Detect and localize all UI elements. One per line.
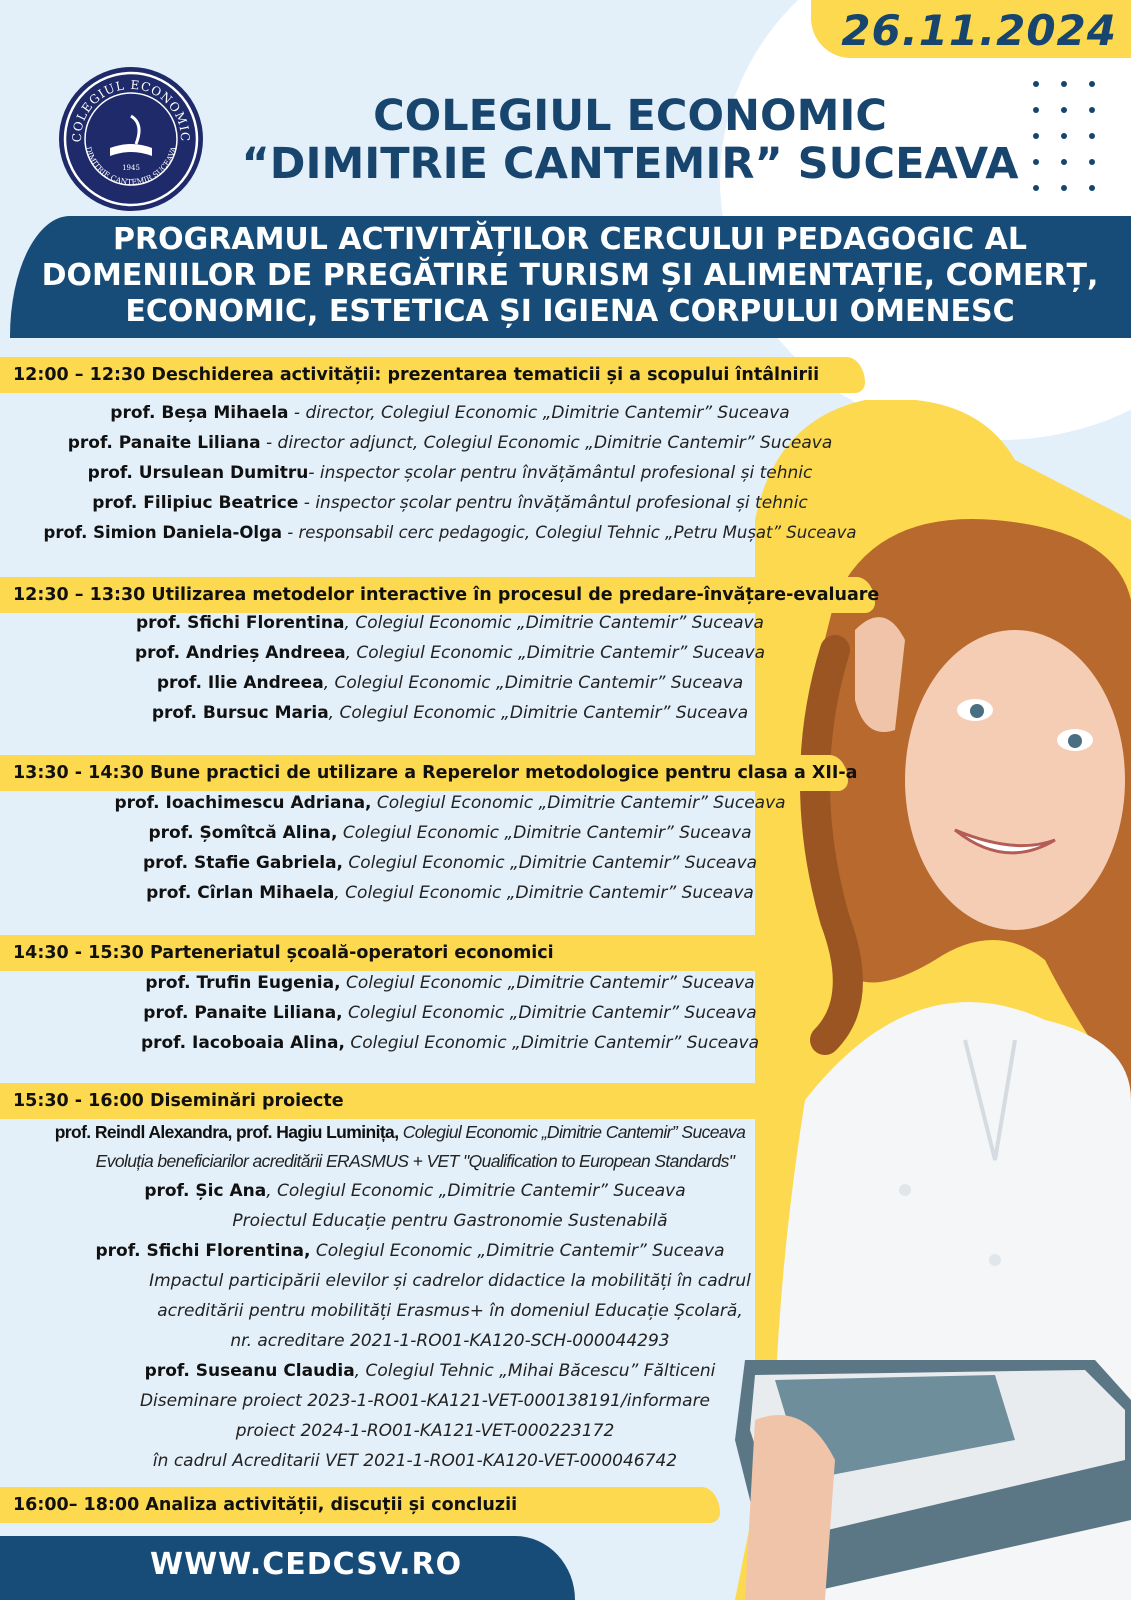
- project-line: proiect 2024-1-RO01-KA121-VET-000223172: [235, 1421, 615, 1441]
- speaker-line: prof. Sfichi Florentina, Colegiul Economic „Dimitrie Cantemir” Suceava: [136, 613, 764, 633]
- school-logo: [58, 66, 204, 212]
- school-name-line1: COLEGIUL ECONOMIC: [373, 91, 887, 141]
- speaker-line: prof. Trufin Eugenia, Colegiul Economic „Dimitrie Cantemir” Suceava: [145, 973, 755, 993]
- speaker-line: prof. Andrieș Andreea, Colegiul Economic „Dimitrie Cantemir” Suceava: [134, 643, 766, 663]
- speaker-line: prof. Sfichi Florentina, Colegiul Economic „Dimitrie Cantemir” Suceava: [95, 1241, 725, 1261]
- speaker-line: prof. Reindl Alexandra, prof. Hagiu Luminița, Colegiul Economic „Dimitrie Cantemir” Suceava: [54, 1122, 746, 1142]
- school-name-line2: “DIMITRIE CANTEMIR” SUCEAVA: [241, 139, 1019, 189]
- project-line: acreditării pentru mobilități Erasmus+ în domeniul Educație Școlară,: [157, 1301, 743, 1321]
- speaker-line: prof. Beșa Mihaela - director, Colegiul Economic „Dimitrie Cantemir” Suceava: [110, 403, 790, 423]
- speaker-line: prof. Bursuc Maria, Colegiul Economic „Dimitrie Cantemir” Suceava: [151, 703, 749, 723]
- project-line: nr. acreditare 2021-1-RO01-KA120-SCH-000044293: [230, 1331, 670, 1351]
- section-heading: 16:00– 18:00 Analiza activității, discuții și concluzii: [0, 1487, 720, 1523]
- section-heading: 12:00 – 12:30 Deschiderea activității: prezentarea tematicii și a scopului întâlnirii: [0, 357, 865, 393]
- speaker-line: prof. Panaite Liliana, Colegiul Economic „Dimitrie Cantemir” Suceava: [143, 1003, 757, 1023]
- event-date: 26.11.2024: [841, 6, 1117, 55]
- section-heading: 15:30 - 16:00 Diseminări proiecte: [0, 1083, 770, 1119]
- project-line: Evoluția beneficiarilor acreditării ERASMUS + VET "Qualification to European Standards": [95, 1151, 735, 1171]
- speaker-line: prof. Iacoboaia Alina, Colegiul Economic „Dimitrie Cantemir” Suceava: [140, 1033, 760, 1053]
- program-title-line3: ECONOMIC, ESTETICA ȘI IGIENA CORPULUI OMENESC: [125, 294, 1015, 329]
- section-heading: 12:30 – 13:30 Utilizarea metodelor interactive în procesul de predare-învățare-evaluare: [0, 577, 875, 613]
- speaker-line: prof. Stafie Gabriela, Colegiul Economic „Dimitrie Cantemir” Suceava: [142, 853, 758, 873]
- project-line: Impactul participării elevilor și cadrelor didactice la mobilități în cadrul: [149, 1271, 751, 1291]
- speaker-line: prof. Ioachimescu Adriana, Colegiul Economic „Dimitrie Cantemir” Suceava: [114, 793, 786, 813]
- speaker-line: prof. Șomîtcă Alina, Colegiul Economic „Dimitrie Cantemir” Suceava: [148, 823, 752, 843]
- website-link[interactable]: WWW.CEDCSV.RO: [150, 1547, 463, 1582]
- project-line: Diseminare proiect 2023-1-RO01-KA121-VET-000138191/informare: [139, 1391, 711, 1411]
- speaker-line: prof. Șic Ana, Colegiul Economic „Dimitrie Cantemir” Suceava: [144, 1181, 686, 1201]
- program-title-line1: PROGRAMUL ACTIVITĂȚILOR CERCULUI PEDAGOGIC AL: [113, 222, 1027, 257]
- program-title-line2: DOMENIILOR DE PREGĂTIRE TURISM ȘI ALIMENTAȚIE, COMERȚ,: [41, 258, 1099, 293]
- project-line: în cadrul Acreditarii VET 2021-1-RO01-KA120-VET-000046742: [152, 1451, 678, 1471]
- speaker-line: prof. Filipiuc Beatrice - inspector școlar pentru învățământul profesional și tehnic: [92, 493, 808, 513]
- speaker-line: prof. Cîrlan Mihaela, Colegiul Economic „Dimitrie Cantemir” Suceava: [146, 883, 754, 903]
- dot-pattern: [1030, 80, 1120, 210]
- speaker-line: prof. Ilie Andreea, Colegiul Economic „Dimitrie Cantemir” Suceava: [156, 673, 744, 693]
- svg-text:COLEGIUL ECONOMIC: COLEGIUL ECONOMIC: [69, 77, 193, 143]
- section-heading: 14:30 - 15:30 Parteneriatul școală-operatori economici: [0, 935, 795, 971]
- speaker-line: prof. Simion Daniela-Olga - responsabil cerc pedagogic, Colegiul Tehnic „Petru Mușat” Suceava: [43, 523, 857, 542]
- speaker-line: prof. Suseanu Claudia, Colegiul Tehnic „Mihai Băcescu” Fălticeni: [144, 1361, 716, 1381]
- program-title: [20, 222, 1120, 330]
- school-name: [230, 92, 1030, 188]
- speaker-line: prof. Ursulean Dumitru- inspector școlar pentru învățământul profesional și tehnic: [87, 463, 813, 483]
- project-line: Proiectul Educație pentru Gastronomie Sustenabilă: [232, 1211, 668, 1231]
- svg-text:1945: 1945: [122, 164, 140, 172]
- speaker-line: prof. Panaite Liliana - director adjunct, Colegiul Economic „Dimitrie Cantemir” Suceava: [67, 433, 833, 453]
- svg-text:DIMITRIE CANTEMIR SUCEAVA: DIMITRIE CANTEMIR SUCEAVA: [83, 145, 179, 187]
- section-heading: 13:30 - 14:30 Bune practici de utilizare a Reperelor metodologice pentru clasa a XII-a: [0, 755, 848, 791]
